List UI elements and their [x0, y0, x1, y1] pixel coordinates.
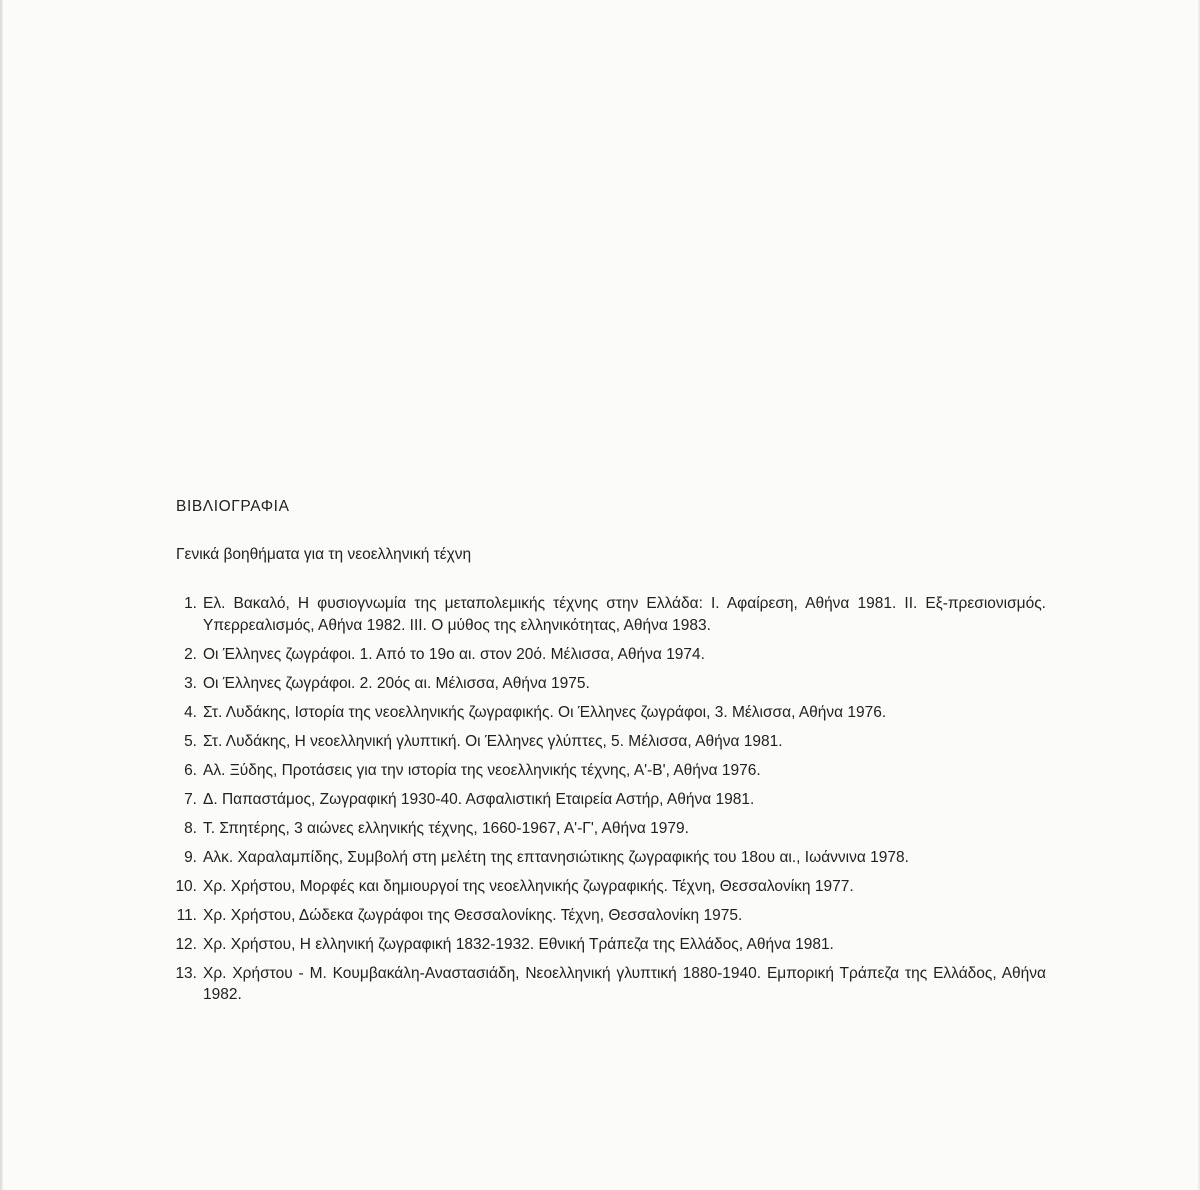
entry-number: 7.: [184, 790, 197, 808]
bibliography-entry: [176, 789, 1046, 811]
entry-text: Δ. Παπαστάμος, Ζωγραφική 1930-40. Ασφαλιστική Εταιρεία Αστήρ, Αθήνα 1981.: [203, 790, 755, 808]
entry-number: 11.: [176, 906, 197, 924]
bibliography-subheading: Γενικά βοηθήματα για τη νεοελληνική τέχνη: [176, 546, 472, 563]
entry-number: 5.: [184, 732, 197, 750]
entry-number: 13.: [175, 964, 197, 982]
entry-number: 9.: [184, 848, 197, 866]
entry-text: Αλκ. Χαραλαμπίδης, Συμβολή στη μελέτη της επτανησιώτικης ζωγραφικής του 18ου αι., Ιωάννινα 1978.: [203, 848, 909, 866]
entry-number: 1.: [184, 595, 197, 612]
bibliography-entry: [176, 876, 1046, 898]
entry-text: Οι Έλληνες ζωγράφοι. 1. Από το 19ο αι. στον 20ό. Μέλισσα, Αθήνα 1974.: [203, 645, 705, 663]
bibliography-entry: [176, 673, 1046, 695]
entry-text: Χρ. Χρήστου, Μορφές και δημιουργοί της νεοελληνικής ζωγραφικής. Τέχνη, Θεσσαλονίκη 1977.: [203, 877, 854, 895]
entry-number: 4.: [184, 703, 197, 721]
bibliography-entry: [176, 847, 1046, 869]
entry-number: 10.: [175, 877, 197, 895]
entry-text: Χρ. Χρήστου, Η ελληνική ζωγραφική 1832-1932. Εθνική Τράπεζα της Ελλάδος, Αθήνα 1981.: [203, 935, 834, 953]
bibliography-entry: [176, 760, 1046, 782]
bibliography-entry: [176, 905, 1046, 927]
entry-text: Στ. Λυδάκης, Η νεοελληνική γλυπτική. Οι Έλληνες γλύπτες, 5. Μέλισσα, Αθήνα 1981.: [203, 732, 783, 750]
bibliography-entry: [176, 593, 1046, 636]
entry-text: Οι Έλληνες ζωγράφοι. 2. 20ός αι. Μέλισσα, Αθήνα 1975.: [203, 674, 590, 692]
page-edge-shadow: [0, 0, 3, 1190]
bibliography-section: [176, 498, 1046, 1013]
bibliography-entry: [176, 963, 1046, 1006]
entry-number: 6.: [184, 761, 197, 779]
bibliography-entry: [176, 644, 1046, 666]
bibliography-entry: [176, 818, 1046, 840]
entry-number: 3.: [184, 674, 197, 692]
entry-text: Ελ. Βακαλό, Η φυσιογνωμία της μεταπολεμικής τέχνης στην Ελλάδα: Ι. Αφαίρεση, Αθήνα 1981. II. Εξ-πρεσιονισμός. Υπερρεαλισμός, Αθήνα 1982. III. Ο μύθος της ελληνικότητας, Αθήνα 1983.: [203, 595, 1046, 634]
bibliography-entry: [176, 731, 1046, 753]
entry-number: 2.: [184, 645, 197, 663]
entry-text: Χρ. Χρήστου - Μ. Κουμβακάλη-Αναστασιάδη, Νεοελληνική γλυπτική 1880-1940. Εμπορική Τράπεζα της Ελλάδος, Αθήνα 1982.: [203, 964, 1046, 1003]
entry-text: Τ. Σπητέρης, 3 αιώνες ελληνικής τέχνης, 1660-1967, Α'-Γ', Αθήνα 1979.: [203, 819, 689, 837]
entry-text: Αλ. Ξύδης, Προτάσεις για την ιστορία της νεοελληνικής τέχνης, Α'-Β', Αθήνα 1976.: [203, 761, 761, 779]
entry-text: Στ. Λυδάκης, Ιστορία της νεοελληνικής ζωγραφικής. Οι Έλληνες ζωγράφοι, 3. Μέλισσα, Αθήνα 1976.: [203, 703, 887, 721]
entry-number: 8.: [184, 819, 197, 837]
entry-text: Χρ. Χρήστου, Δώδεκα ζωγράφοι της Θεσσαλονίκης. Τέχνη, Θεσσαλονίκη 1975.: [203, 906, 743, 924]
bibliography-entry: [176, 702, 1046, 724]
entry-number: 12.: [175, 935, 197, 953]
bibliography-list: [176, 593, 1046, 1006]
bibliography-heading: ΒΙΒΛΙΟΓΡΑΦΙΑ: [176, 498, 290, 515]
bibliography-entry: [176, 934, 1046, 956]
